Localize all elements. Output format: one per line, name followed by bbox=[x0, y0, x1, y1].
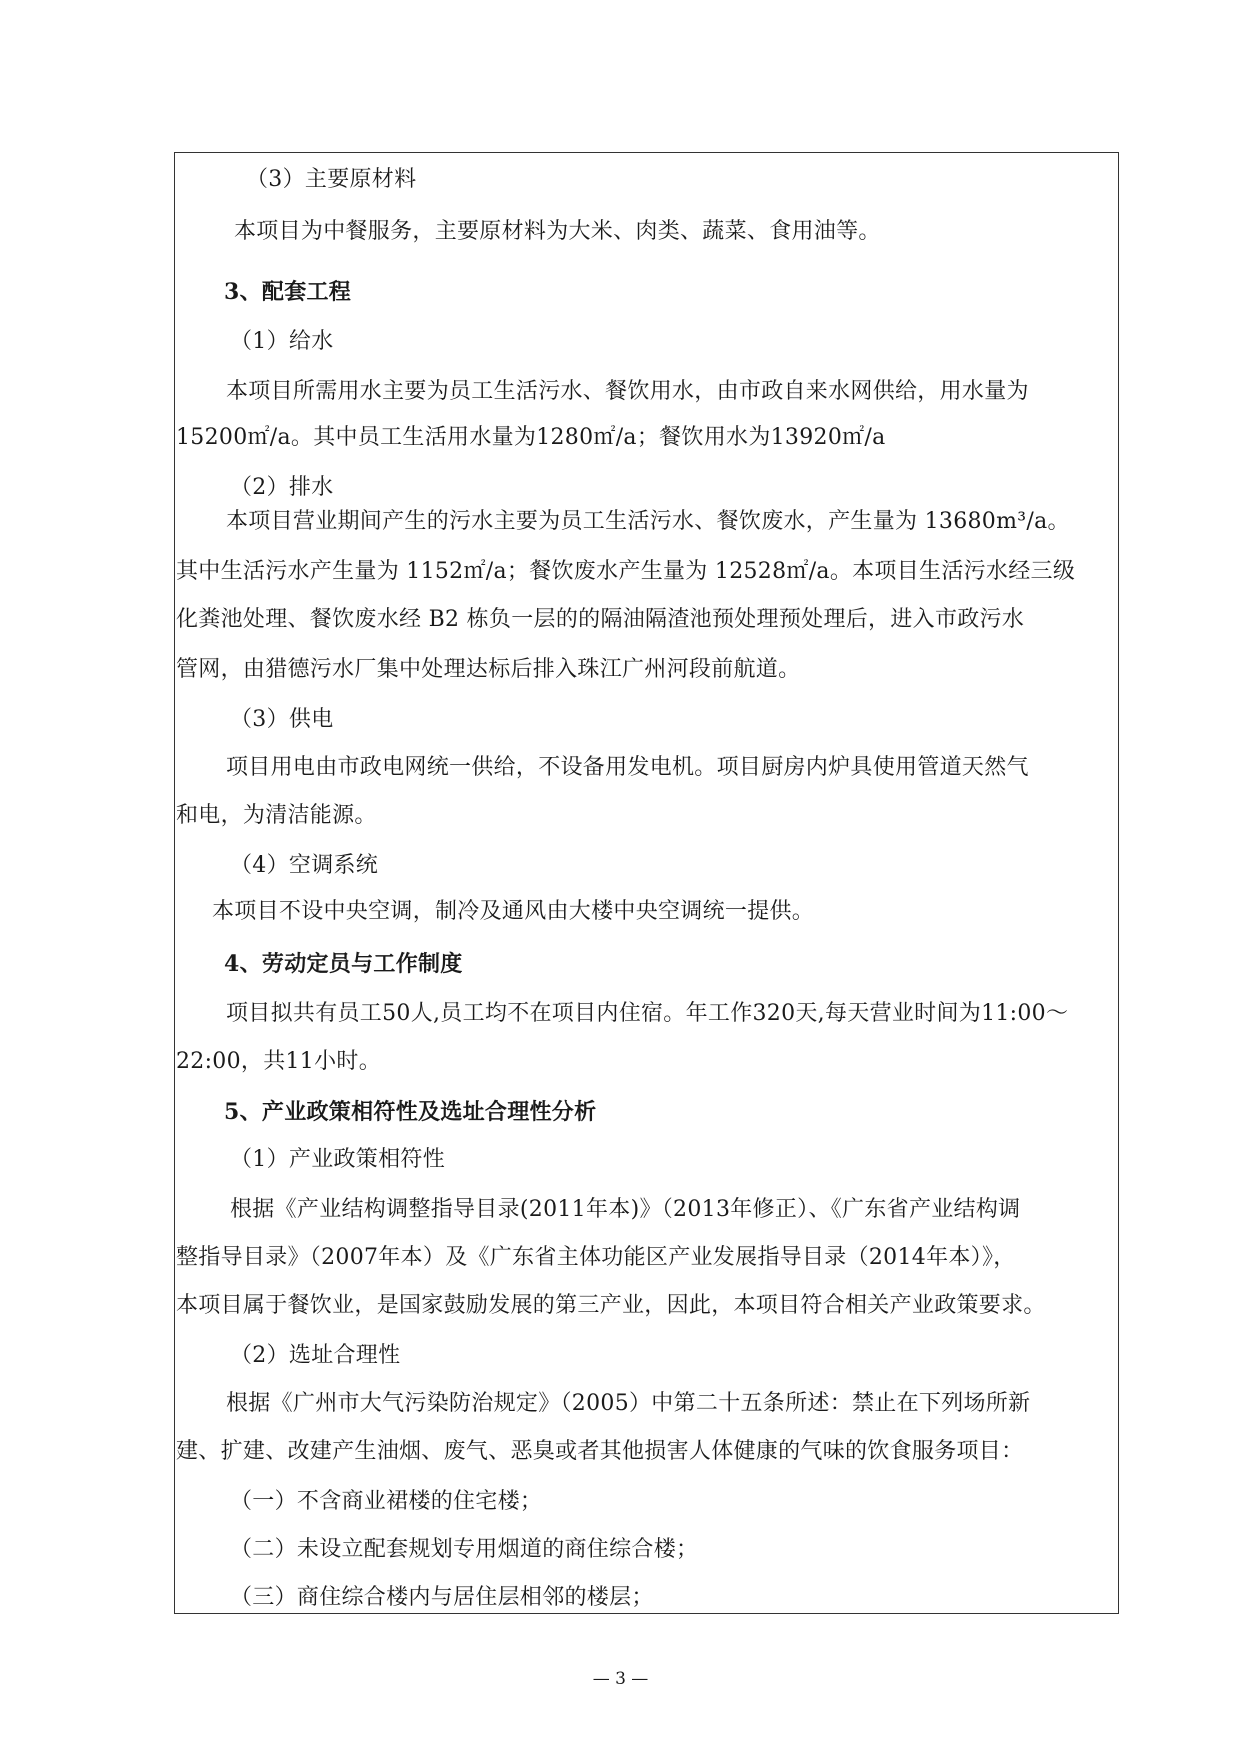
hvac-heading: （4）空调系统 bbox=[230, 853, 379, 878]
power-heading: （3）供电 bbox=[230, 707, 334, 732]
power-line-1: 项目用电由市政电网统一供给，不设备用发电机。项目厨房内炉具使用管道天然气 bbox=[226, 755, 1029, 780]
hvac-body: 本项目不设中央空调，制冷及通风由大楼中央空调统一提供。 bbox=[212, 899, 815, 924]
policy-conformity-line-3: 本项目属于餐饮业，是国家鼓励发展的第三产业，因此，本项目符合相关产业政策要求。 bbox=[176, 1293, 1046, 1318]
materials-body: 本项目为中餐服务，主要原材料为大米、肉类、蔬菜、食用油等。 bbox=[234, 219, 881, 244]
staffing-line-1: 项目拟共有员工50人,员工均不在项目内住宿。年工作320天,每天营业时间为11:00～ bbox=[226, 1001, 1069, 1026]
water-supply-line-2: 15200㎡/a。其中员工生活用水量为1280㎡/a；餐饮用水为13920㎡/a bbox=[176, 425, 886, 450]
page-number: — 3 — bbox=[592, 1669, 649, 1689]
drainage-heading: （2）排水 bbox=[230, 475, 334, 500]
site-line-2: 建、扩建、改建产生油烟、废气、恶臭或者其他损害人体健康的气味的饮食服务项目： bbox=[176, 1439, 1024, 1464]
water-supply-heading: （1）给水 bbox=[230, 329, 334, 354]
site-item-3: （三）商住综合楼内与居住层相邻的楼层； bbox=[230, 1585, 654, 1610]
site-item-2: （二）未设立配套规划专用烟道的商住综合楼； bbox=[230, 1537, 699, 1562]
policy-section-title: 5、产业政策相符性及选址合理性分析 bbox=[224, 1099, 597, 1125]
staffing-line-2: 22:00，共11小时。 bbox=[176, 1049, 381, 1074]
site-heading: （2）选址合理性 bbox=[230, 1343, 401, 1368]
drainage-line-3: 化粪池处理、餐饮废水经 B2 栋负一层的的隔油隔渣池预处理预处理后，进入市政污水 bbox=[176, 607, 1025, 632]
site-line-1: 根据《广州市大气污染防治规定》（2005）中第二十五条所述：禁止在下列场所新 bbox=[226, 1391, 1031, 1416]
drainage-line-2: 其中生活污水产生量为 1152㎡/a；餐饮废水产生量为 12528㎡/a。本项目生活污水经三级 bbox=[176, 559, 1076, 584]
water-supply-line-1: 本项目所需用水主要为员工生活污水、餐饮用水，由市政自来水网供给，用水量为 bbox=[226, 379, 1029, 404]
site-item-1: （一）不含商业裙楼的住宅楼； bbox=[230, 1489, 543, 1514]
policy-conformity-line-2: 整指导目录》（2007年本）及《广东省主体功能区产业发展指导目录（2014年本）》， bbox=[176, 1245, 1016, 1270]
drainage-line-4: 管网，由猎德污水厂集中处理达标后排入珠江广州河段前航道。 bbox=[176, 657, 801, 682]
drainage-line-1: 本项目营业期间产生的污水主要为员工生活污水、餐饮废水，产生量为 13680m³/a。 bbox=[226, 509, 1070, 534]
staffing-section-title: 4、劳动定员与工作制度 bbox=[224, 951, 463, 977]
policy-conformity-line-1: 根据《产业结构调整指导目录(2011年本)》（2013年修正）、《广东省产业结构调 bbox=[230, 1197, 1021, 1222]
policy-conformity-heading: （1）产业政策相符性 bbox=[230, 1147, 445, 1172]
supporting-section-title: 3、配套工程 bbox=[224, 279, 352, 305]
materials-heading: （3）主要原材料 bbox=[246, 167, 417, 192]
power-line-2: 和电，为清洁能源。 bbox=[176, 803, 377, 828]
